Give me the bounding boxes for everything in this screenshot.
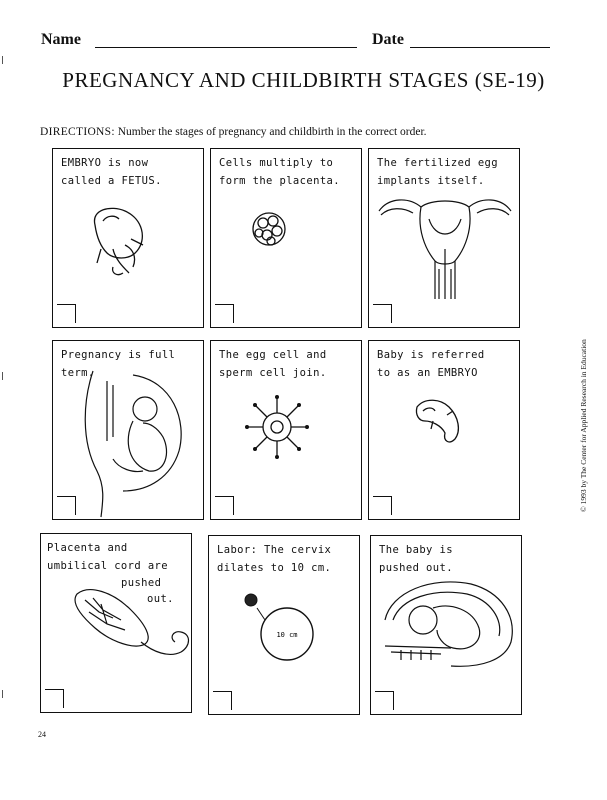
caption-line: form the placenta. bbox=[219, 175, 340, 187]
caption-line: pushed out. bbox=[379, 562, 453, 574]
stage-card-embryo bbox=[368, 340, 520, 520]
date-field[interactable] bbox=[410, 47, 550, 48]
page-number: 24 bbox=[38, 730, 46, 739]
caption-line: sperm cell join. bbox=[219, 367, 327, 379]
stage-card-birth bbox=[370, 535, 522, 715]
date-label: Date bbox=[372, 31, 404, 48]
caption-line: The fertilized egg bbox=[377, 157, 498, 169]
stage-card-fertilization bbox=[210, 340, 362, 520]
answer-box[interactable] bbox=[215, 304, 234, 323]
uterus-drawing bbox=[369, 149, 521, 329]
caption-line: The egg cell and bbox=[219, 349, 327, 361]
caption-line: Baby is referred bbox=[377, 349, 485, 361]
name-label: Name bbox=[41, 31, 81, 48]
stage-card-fetus bbox=[52, 148, 204, 328]
birth-drawing bbox=[371, 536, 523, 716]
worksheet-title: PREGNANCY AND CHILDBIRTH STAGES (SE-19) bbox=[62, 68, 545, 92]
stage-card-afterbirth bbox=[40, 533, 192, 713]
stage-card-full-term bbox=[52, 340, 204, 520]
directions-label: DIRECTIONS: bbox=[40, 126, 115, 138]
full-term-pregnancy-drawing bbox=[53, 341, 205, 521]
caption-line: term. bbox=[61, 367, 95, 379]
directions-text: Number the stages of pregnancy and childbirth in the correct order. bbox=[117, 126, 427, 138]
directions bbox=[40, 126, 427, 138]
answer-box[interactable] bbox=[215, 496, 234, 515]
caption-line: Cells multiply to bbox=[219, 157, 334, 169]
answer-box[interactable] bbox=[373, 304, 392, 323]
caption-line: to as an EMBRYO bbox=[377, 367, 478, 379]
caption-line: pushed bbox=[121, 577, 162, 589]
caption-line: Labor: The cervix bbox=[217, 544, 332, 556]
caption-line: Pregnancy is full bbox=[61, 349, 176, 361]
margin-mark bbox=[2, 690, 6, 698]
caption-line: out. bbox=[147, 593, 174, 605]
fertilization-drawing bbox=[211, 341, 363, 521]
answer-box[interactable] bbox=[57, 496, 76, 515]
caption-line: umbilical cord are bbox=[47, 560, 168, 572]
stage-card-implantation bbox=[368, 148, 520, 328]
margin-mark bbox=[2, 56, 6, 64]
caption-line: Placenta and bbox=[47, 542, 128, 554]
embryo-drawing bbox=[369, 341, 521, 521]
caption-line: The baby is bbox=[379, 544, 453, 556]
answer-box[interactable] bbox=[57, 304, 76, 323]
caption-line: implants itself. bbox=[377, 175, 485, 187]
answer-box[interactable] bbox=[45, 689, 64, 708]
cell-cluster-drawing bbox=[211, 149, 363, 329]
placenta-drawing bbox=[41, 534, 193, 714]
name-field[interactable] bbox=[95, 47, 357, 48]
caption-line: called a FETUS. bbox=[61, 175, 162, 187]
copyright-notice: © 1993 by The Center for Applied Research in Education bbox=[579, 339, 588, 512]
caption-line: EMBRYO is now bbox=[61, 157, 149, 169]
dilation-label: 10 cm bbox=[276, 631, 298, 639]
fetus-drawing bbox=[53, 149, 205, 329]
answer-box[interactable] bbox=[373, 496, 392, 515]
cervix-dilation-drawing bbox=[209, 536, 361, 716]
answer-box[interactable] bbox=[213, 691, 232, 710]
stage-card-placenta-forms bbox=[210, 148, 362, 328]
margin-mark bbox=[2, 372, 6, 380]
stage-card-labor bbox=[208, 535, 360, 715]
answer-box[interactable] bbox=[375, 691, 394, 710]
caption-line: dilates to 10 cm. bbox=[217, 562, 332, 574]
